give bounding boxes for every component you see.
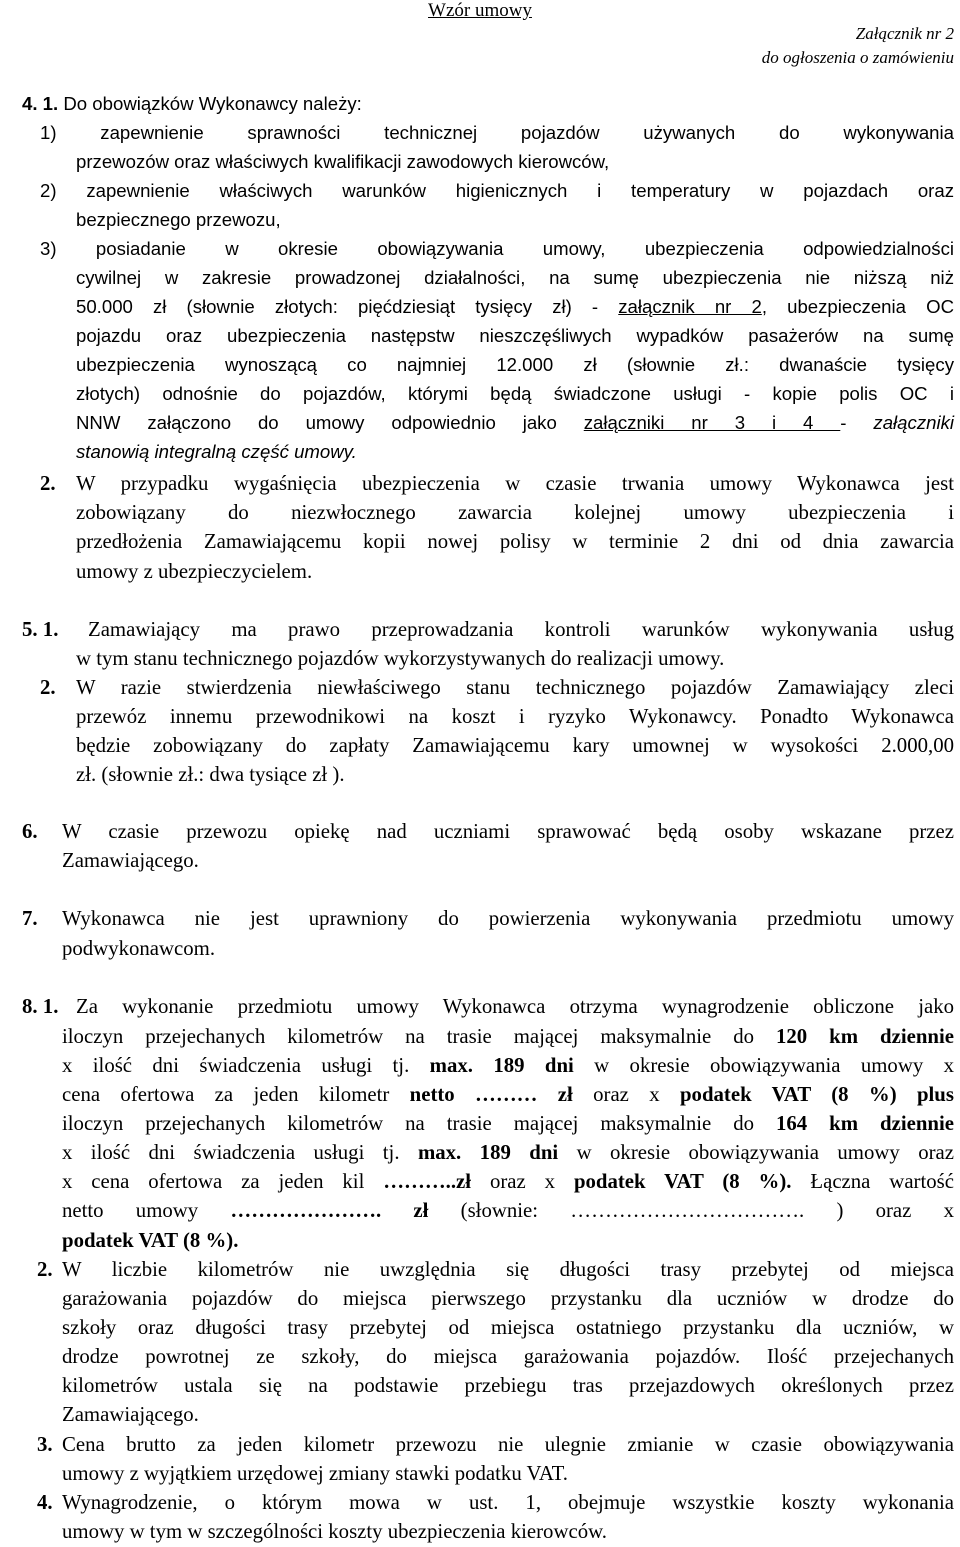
annex-line-2: do ogłoszenia o zamówieniu — [761, 48, 954, 67]
section-6-number: 6. — [22, 820, 38, 843]
point-number: 2. — [37, 1258, 53, 1281]
daily-km-limit-2: 164 km dziennie — [776, 1112, 954, 1135]
s4-line: 50.000 zł (słownie złotych: pięćdziesiąt tysięcy zł) - załącznik nr 2, ubezpieczenia OC — [76, 296, 954, 317]
s4-line: złotych) odnośnie do pojazdów, którymi będą świadczone usługi - kopie polis OC i — [76, 383, 954, 404]
section-4-intro: Do obowiązków Wykonawcy należy: — [63, 93, 362, 114]
s4-line: bezpiecznego przewozu, — [76, 209, 281, 230]
max-days-1: max. 189 dni — [429, 1054, 574, 1077]
annex-line-1: Załącznik nr 2 — [855, 24, 954, 43]
point-number: 2. — [40, 472, 56, 495]
section-4-number: 4. 1. — [22, 93, 59, 114]
document-page: Wzór umowy Załącznik nr 2 do ogłoszenia o zamówieniu 4. 1. Do obowiązków Wykonawcy należy: 1) zapewnienie sprawności technicznej pojazdów używanych do wykonywania przewozów oraz właściwych kwalifikacji zawodowych kierowców, 2) zapewnienie właściwych warunków higienicznych i temperatury w pojazdach oraz bezpiecznego przewozu, 3) posiadanie w okresie obowiązywania umowy, ubezpieczenia odpowiedzialności cywilnej w zakresie prowadzonej działalności, na sumę ubezpieczenia nie niższą niż 50.000 zł (słownie złotych: pięćdziesiąt tysięcy zł) - załącznik nr 2, ubezpieczenia OC pojazdu oraz ubezpieczenia następstw nieszczęśliwych wypadków pasażerów na sumę ubezpieczenia wynoszącą co najmniej 12.000 zł (słownie zł.: dwanaście tysięcy złotych) odnośnie do pojazdów, którymi będą świadczone usługi - kopie polis OC i NNW załączono do umowy odpowiednio jako załączniki nr 3 i 4 - załączniki stanowią integralną część umowy. 2. W przypadku wygaśnięcia ubezpieczenia w czasie trwania umowy Wykonawca jest zobowiązany do niezwłocznego zawarcia kolejnej umowy ubezpieczenia i przedłożenia Zamawiającemu kopii nowej polisy w terminie 2 dni od dnia zawarcia umowy z ubezpieczycielem. 5. 1. Zamawiający ma prawo przeprowadzania kontroli warunków wykonywania usług w tym stanu technicznego pojazdów wykorzystywanych do realizacji umowy. 2. W razie stwierdzenia niewłaściwego stanu technicznego pojazdów Zamawiający zleci przewóz innemu przewodnikowi na koszt i ryzyko Wykonawcy. Ponadto Wykonawca będzie zobowiązany do zapłaty Zamawiającemu kary umownej w wysokości 2.000,00 zł. (słownie zł.: dwa tysiące zł ). 6. W czasie przewozu opiekę nad uczniami sprawować będą osoby wskazane przez Zamawiającego. 7. Wykonawca nie jest uprawniony do powierzenia wykonywania przedmiotu umowy podwykonawcom. 8. 1. Za wykonanie przedmiotu umowy Wykonawca otrzyma wynagrodzenie obliczone jako iloczyn przejechanych kilometrów na trasie mającej maksymalnie do 120 km dziennie x ilość dni świadczenia usługi tj. max. 189 dni w okresie obowiązywania umowy x cena ofertowa za jeden kilometr netto ……… zł oraz x podatek VAT (8 %) plus iloczyn przejechanych kilometrów na trasie mającej maksymalnie do 164 km dziennie x ilość dni świadczenia usługi tj. max. 189 dni w okresie obowiązywania umowy oraz x cena ofertowa za jeden kil ………..zł oraz x podatek VAT (8 %). Łączna wartość netto umowy …………………. zł (słownie: ……………………………. ) oraz x podatek VAT (8 %). 2. W liczbie kilometrów nie uwzględnia się długości trasy przebytej od miejsca garażowania pojazdów do miejsca pierwszego przystanku dla uczniów w drodze do szkoły oraz długości trasy przebytej od miejsca ostatniego przystanku dla uczniów, w drodze powrotnej ze szkoły, do miejsca garażowania pojazdów. Ilość przejechanych kilometrów ustala się na podstawie przebiegu tras przejazdowych określonych przez Zamawiającego. 3. Cena brutto za jeden kilometr przewozu nie ulegnie zmianie w czasie obowiązywania umowy z wyjątkiem urzędowej zmiany stawki podatku VAT. 4. Wynagrodzenie, o którym mowa w ust. 1, obejmuje wszystkie koszty wykonania umowy w tym w szczególności koszty ubezpieczenia kierowców. — [0, 0, 960, 1547]
document-title: Wzór umowy — [428, 0, 532, 21]
s4-line: ubezpieczenia wynoszącą co najmniej 12.000 zł (słownie zł.: dwanaście tysięcy — [76, 354, 954, 375]
s4-line: cywilnej w zakresie prowadzonej działalności, na sumę ubezpieczenia nie niższą niż — [76, 267, 954, 288]
max-days-2: max. 189 dni — [417, 1141, 559, 1164]
daily-km-limit-1: 120 km dziennie — [776, 1025, 954, 1048]
section-8-number: 8. 1. — [22, 995, 59, 1018]
annex-3-4-reference: załączniki nr 3 i 4 — [583, 412, 841, 433]
annex-note — [762, 22, 954, 70]
point-number: 2. — [40, 676, 56, 699]
vat-rate-3: podatek VAT (8 %). — [62, 1229, 239, 1252]
net-price-blank: netto ……… zł — [409, 1083, 573, 1106]
s4-line: pojazdu oraz ubezpieczenia następstw nieszczęśliwych wypadków pasażerów na sumę — [76, 325, 954, 346]
annex-2-reference: załącznik nr 2 — [618, 296, 762, 317]
total-net-blank: …………………. zł — [230, 1199, 429, 1222]
s4-line: 3) posiadanie w okresie obowiązywania umowy, ubezpieczenia odpowiedzialności — [40, 238, 954, 259]
s4-line: przewozów oraz właściwych kwalifikacji zawodowych kierowców, — [76, 151, 610, 172]
s4-line: NNW załączono do umowy odpowiednio jako załączniki nr 3 i 4 - załączniki — [76, 412, 955, 433]
point-number: 3. — [37, 1433, 53, 1456]
km-price-blank: ………..zł — [383, 1170, 472, 1193]
s4-line: stanowią integralną część umowy. — [76, 441, 357, 462]
vat-rate-1: podatek VAT (8 %) plus — [679, 1083, 954, 1106]
s4-line: 2) zapewnienie właściwych warunków higienicznych i temperatury w pojazdach oraz — [40, 180, 954, 201]
section-5-number: 5. 1. — [22, 618, 59, 641]
point-number: 4. — [37, 1491, 53, 1514]
vat-rate-2: podatek VAT (8 %). — [573, 1170, 792, 1193]
section-7-number: 7. — [22, 907, 38, 930]
s4-line: 1) zapewnienie sprawności technicznej pojazdów używanych do wykonywania — [40, 122, 954, 143]
